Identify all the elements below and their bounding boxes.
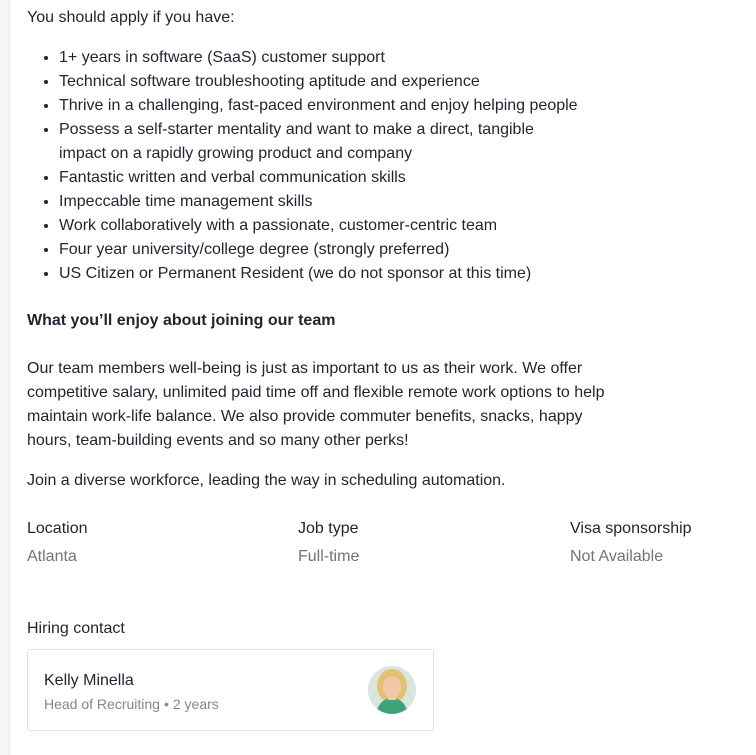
list-item: • Four year university/college degree (strongly preferred) (59, 238, 659, 262)
list-item: • Technical software troubleshooting aptitude and experience (59, 70, 659, 94)
job-type-value: Full-time (298, 548, 360, 565)
location-value: Atlanta (27, 548, 77, 565)
visa-value: Not Available (570, 548, 664, 565)
separator-dot: • (163, 696, 169, 712)
hiring-contact-label: Hiring contact (27, 620, 125, 637)
list-item: • Possess a self-starter mentality and want to make a direct, tangible impact on a rapidly growing product and company (59, 118, 549, 166)
job-type-field (298, 518, 359, 568)
list-item: • Impeccable time management skills (59, 190, 659, 214)
list-item: • Work collaboratively with a passionate, customer-centric team (59, 214, 659, 238)
contact-subtitle (44, 695, 219, 713)
requirements-intro: You should apply if you have: (27, 9, 235, 26)
hiring-contact-card[interactable] (27, 649, 434, 731)
list-item: • US Citizen or Permanent Resident (we do not sponsor at this time) (59, 262, 659, 286)
location-field (27, 518, 88, 568)
list-item: • Thrive in a challenging, fast-paced environment and enjoy helping people (59, 94, 659, 118)
benefits-paragraph: Our team members well-being is just as important to us as their work. We offer competitive salary, unlimited paid time off and flexible remote work options to help maintain work-life balance. We also provide commuter benefits, snacks, happy hours, team-building events and so many other perks! (27, 360, 605, 449)
job-meta (27, 518, 747, 578)
list-item: • 1+ years in software (SaaS) customer support (59, 46, 659, 70)
avatar[interactable] (368, 666, 416, 714)
location-label: Location (27, 520, 88, 537)
person-photo-icon (368, 666, 416, 714)
requirements-list (27, 46, 659, 286)
left-rail (0, 0, 10, 755)
workforce-paragraph: Join a diverse workforce, leading the way in scheduling automation. (27, 472, 506, 489)
contact-role: Head of Recruiting (44, 696, 160, 712)
visa-field (570, 518, 692, 568)
visa-label: Visa sponsorship (570, 520, 692, 537)
contact-name[interactable]: Kelly Minella (44, 672, 134, 689)
job-type-label: Job type (298, 520, 359, 537)
contact-tenure: 2 years (172, 696, 219, 712)
list-item: • Fantastic written and verbal communication skills (59, 166, 659, 190)
benefits-heading: What you’ll enjoy about joining our team (27, 312, 336, 329)
